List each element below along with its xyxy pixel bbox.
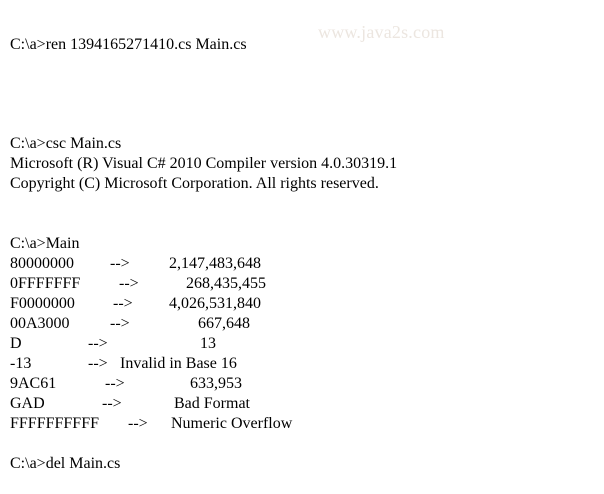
result-output: 633,953 [190,375,242,392]
result-input: FFFFFFFFFF [10,415,99,432]
result-arrow: --> [88,335,108,352]
result-input: 80000000 [10,255,74,272]
result-output: Bad Format [174,395,250,412]
result-output: Invalid in Base 16 [120,355,237,372]
result-arrow: --> [102,395,122,412]
result-output: 13 [200,335,216,352]
result-row [10,374,242,394]
result-arrow: --> [113,295,133,312]
result-input: -13 [10,355,32,372]
result-output: 667,648 [198,315,250,332]
result-arrow: --> [105,375,125,392]
result-row [10,334,216,354]
result-arrow: --> [88,355,108,372]
result-row [10,294,261,314]
command-rename: C:\a>ren 1394165271410.cs Main.cs [10,36,247,53]
command-run: C:\a>Main [10,235,80,252]
result-row [10,394,250,414]
result-row [10,274,266,294]
result-input: F0000000 [10,295,75,312]
result-output: Numeric Overflow [171,415,293,432]
command-delete: C:\a>del Main.cs [10,455,121,472]
result-input: 00A3000 [10,315,70,332]
compiler-version-line: Microsoft (R) Visual C# 2010 Compiler version 4.0.30319.1 [10,155,398,172]
watermark: www.java2s.com [318,22,445,42]
result-output: 2,147,483,648 [169,255,261,272]
result-arrow: --> [119,275,139,292]
result-input: GAD [10,395,45,412]
result-arrow: --> [128,415,148,432]
result-input: D [10,335,22,352]
result-input: 0FFFFFFF [10,275,81,292]
result-input: 9AC61 [10,375,57,392]
result-row [10,314,250,334]
result-arrow: --> [110,255,130,272]
result-row [10,354,237,374]
command-compile: C:\a>csc Main.cs [10,135,122,152]
copyright-line: Copyright (C) Microsoft Corporation. All rights reserved. [10,175,379,192]
result-row [10,414,293,434]
result-output: 268,435,455 [186,275,266,292]
result-row [10,254,261,274]
result-output: 4,026,531,840 [169,295,261,312]
result-arrow: --> [110,315,130,332]
